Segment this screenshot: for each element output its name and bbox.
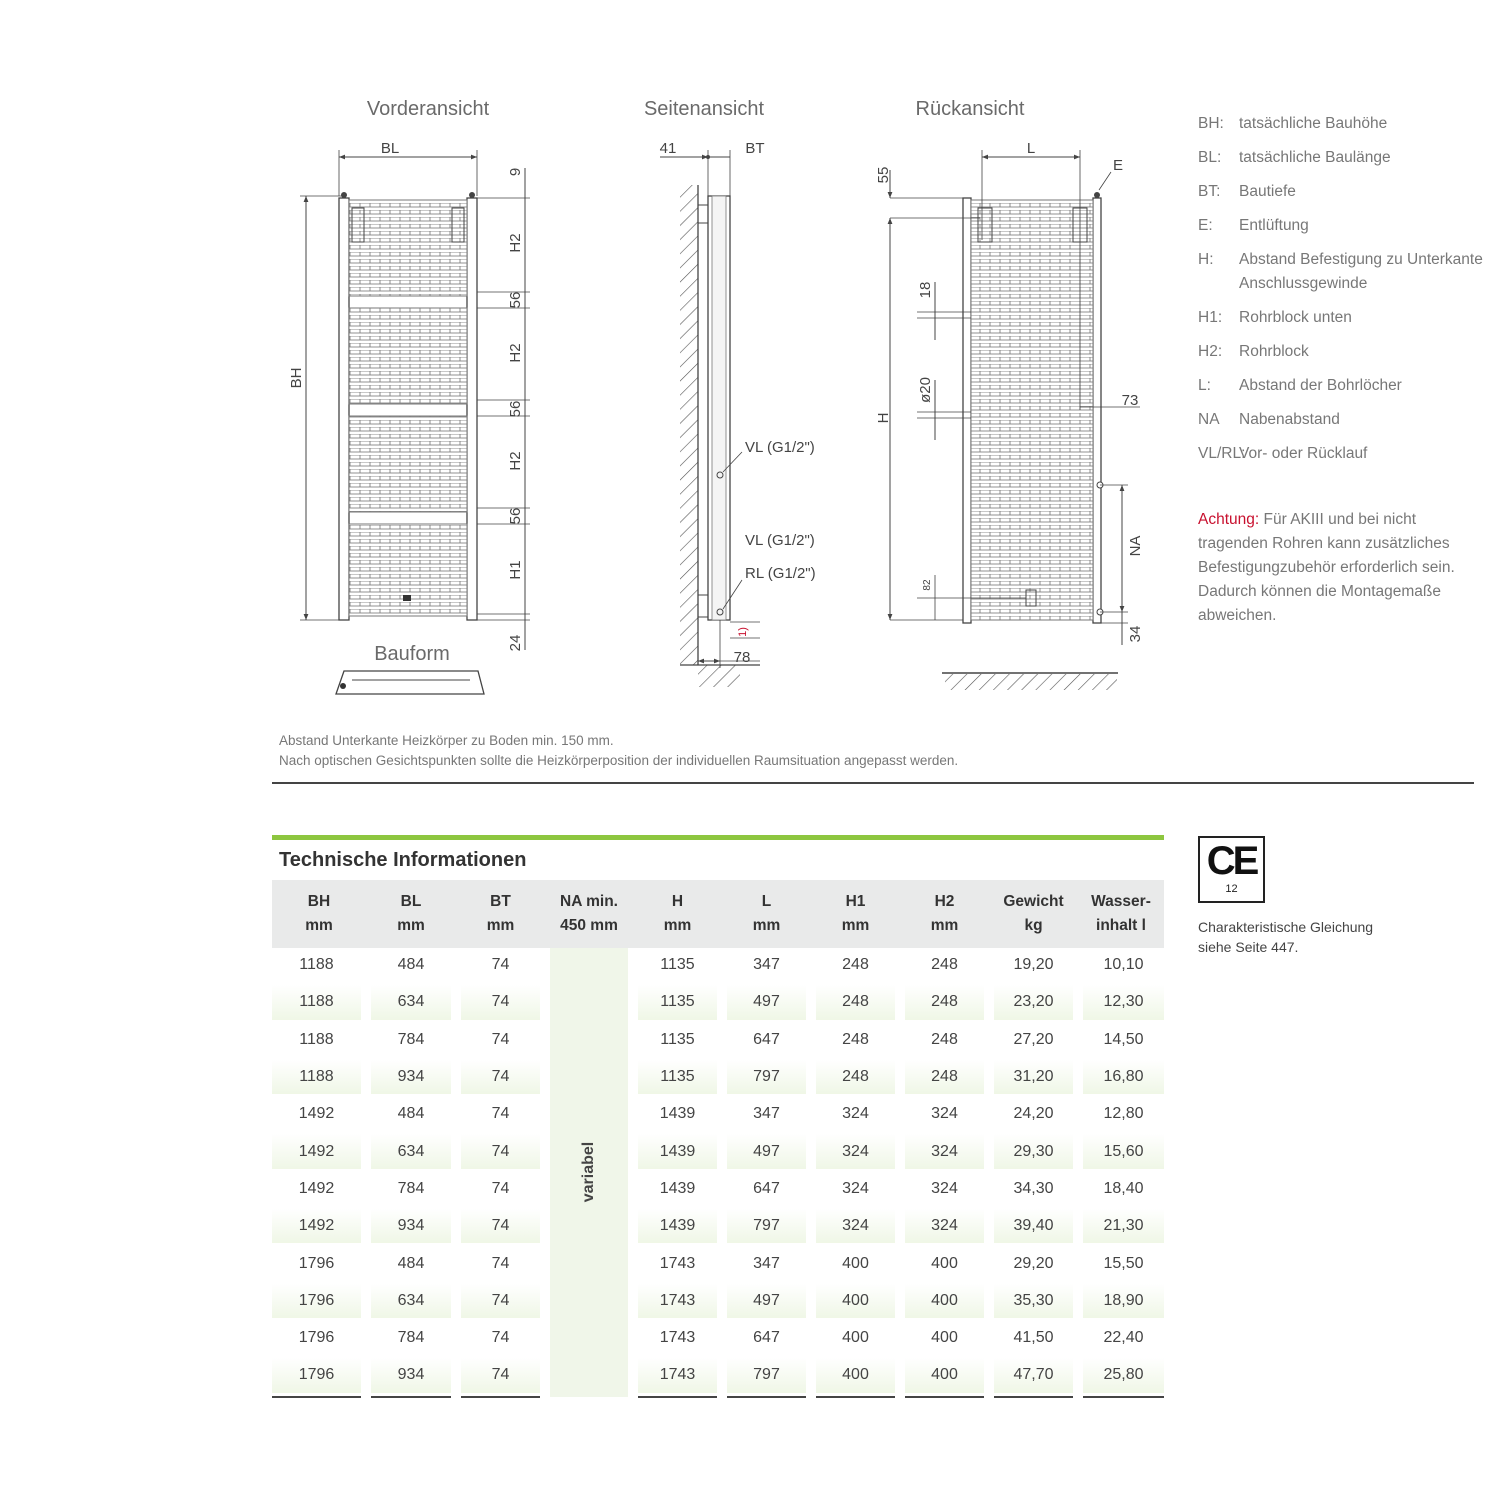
table-cell: 15,60 xyxy=(1078,1134,1164,1171)
column-header-line: mm xyxy=(930,917,959,934)
table-cell: 400 xyxy=(900,1358,989,1396)
legend-value: Rohrblock xyxy=(1239,343,1309,360)
legend-value: Rohrblock unten xyxy=(1239,309,1352,326)
dim-h-back: H xyxy=(875,412,892,424)
table-cell: 1796 xyxy=(272,1284,366,1321)
table-row xyxy=(272,1134,1164,1171)
table-cell: 1188 xyxy=(272,948,366,985)
dim-h2-1: H2 xyxy=(507,233,524,253)
column-header xyxy=(722,880,811,948)
table-cell: 21,30 xyxy=(1078,1209,1164,1246)
table-cell: 934 xyxy=(366,1358,456,1396)
table-cell: 324 xyxy=(811,1134,900,1171)
legend-key: BH: xyxy=(1198,115,1224,132)
column-header-line: BH xyxy=(307,893,331,910)
column-header-line: BL xyxy=(400,893,422,910)
legend-key: H: xyxy=(1198,251,1214,268)
table-cell: 16,80 xyxy=(1078,1060,1164,1097)
table-cell: 1188 xyxy=(272,985,366,1022)
column-header-line: mm xyxy=(486,917,515,934)
dim-78: 78 xyxy=(733,649,751,666)
table-cell: 14,50 xyxy=(1078,1023,1164,1060)
column-header-line: kg xyxy=(1024,917,1043,934)
warning-note xyxy=(1198,508,1488,628)
bauform-title: Bauform xyxy=(374,643,450,665)
dim-56-3: 56 xyxy=(507,507,524,525)
table-cell: 74 xyxy=(456,1023,545,1060)
label-vl-2: VL (G1/2") xyxy=(745,532,815,549)
table-cell: 934 xyxy=(366,1209,456,1246)
dim-55: 55 xyxy=(875,166,892,184)
label-vl-1: VL (G1/2") xyxy=(745,439,815,456)
legend-value: Abstand der Bohrlöcher xyxy=(1239,377,1402,394)
column-header xyxy=(900,880,989,948)
legend-value: Abstand Befestigung zu Unterkante Anschlussgewinde xyxy=(1239,251,1483,292)
table-cell: 784 xyxy=(366,1172,456,1209)
dim-56-1: 56 xyxy=(507,291,524,309)
table-cell: 248 xyxy=(900,1023,989,1060)
dimension-legend xyxy=(1198,112,1488,476)
dim-18: 18 xyxy=(917,281,934,299)
technical-info-table xyxy=(272,880,1164,1398)
table-cell: 248 xyxy=(900,1060,989,1097)
table-cell: 400 xyxy=(900,1246,989,1283)
table-cell: 1492 xyxy=(272,1097,366,1134)
ce-mark-box xyxy=(1198,836,1265,903)
table-cell: 248 xyxy=(811,985,900,1022)
table-cell: 74 xyxy=(456,1284,545,1321)
legend-value: Entlüftung xyxy=(1239,217,1309,234)
table-cell: 1743 xyxy=(633,1358,722,1396)
legend-row-e xyxy=(1198,214,1488,238)
table-cell: 1743 xyxy=(633,1284,722,1321)
dim-bh: BH xyxy=(288,367,305,389)
table-row xyxy=(272,1246,1164,1283)
table-row xyxy=(272,948,1164,985)
table-cell: 1439 xyxy=(633,1134,722,1171)
table-cell: 497 xyxy=(722,1284,811,1321)
table-row xyxy=(272,1023,1164,1060)
legend-row-h1 xyxy=(1198,306,1488,330)
table-cell: 12,30 xyxy=(1078,985,1164,1022)
dim-bl: BL xyxy=(380,140,400,157)
legend-row-bh xyxy=(1198,112,1488,136)
column-header-line: H1 xyxy=(845,893,866,910)
column-header-line: NA min. xyxy=(560,893,618,910)
table-row xyxy=(272,1097,1164,1134)
table-cell: 10,10 xyxy=(1078,948,1164,985)
table-cell: 400 xyxy=(900,1321,989,1358)
legend-key: BT: xyxy=(1198,183,1221,200)
table-cell: 1439 xyxy=(633,1209,722,1246)
table-cell: 74 xyxy=(456,1097,545,1134)
table-cell: 1492 xyxy=(272,1172,366,1209)
table-cell: 1492 xyxy=(272,1134,366,1171)
warning-label: Achtung: xyxy=(1198,511,1260,528)
table-cell: 15,50 xyxy=(1078,1246,1164,1283)
table-cell: 1439 xyxy=(633,1172,722,1209)
dim-9: 9 xyxy=(507,167,524,177)
legend-row-h2 xyxy=(1198,340,1488,364)
table-cell: 1743 xyxy=(633,1321,722,1358)
table-cell: 497 xyxy=(722,1134,811,1171)
ce-caption xyxy=(1198,917,1448,957)
technical-info-section xyxy=(272,835,1164,1398)
table-cell: 647 xyxy=(722,1172,811,1209)
table-cell: 797 xyxy=(722,1209,811,1246)
table-cell: 1492 xyxy=(272,1209,366,1246)
column-header-line: 450 mm xyxy=(560,917,618,934)
table-cell: 41,50 xyxy=(989,1321,1078,1358)
back-view xyxy=(875,98,1144,690)
table-cell: 74 xyxy=(456,1172,545,1209)
table-cell: 484 xyxy=(366,948,456,985)
dim-20: ø20 xyxy=(917,377,934,403)
table-cell: 324 xyxy=(900,1134,989,1171)
table-cell: 35,30 xyxy=(989,1284,1078,1321)
front-view xyxy=(288,98,530,694)
warning-text: Für AKIII und bei nicht tragenden Rohren kann zusätzliches Befestigungzubehör erforderlich sein. Dadurch können die Montagemaße abweichen. xyxy=(1198,511,1455,624)
table-cell: 248 xyxy=(900,985,989,1022)
table-cell: 34,30 xyxy=(989,1172,1078,1209)
dim-24: 24 xyxy=(507,634,524,652)
table-cell: 634 xyxy=(366,985,456,1022)
dim-41: 41 xyxy=(659,140,677,157)
table-cell: 1796 xyxy=(272,1321,366,1358)
side-view-title: Seitenansicht xyxy=(643,98,765,120)
legend-row-na xyxy=(1198,408,1488,432)
table-cell: 29,20 xyxy=(989,1246,1078,1283)
dim-h1: H1 xyxy=(507,560,524,580)
table-cell: 74 xyxy=(456,1358,545,1396)
table-cell: 347 xyxy=(722,1097,811,1134)
table-cell: 27,20 xyxy=(989,1023,1078,1060)
table-cell: 31,20 xyxy=(989,1060,1078,1097)
note-line-1: Abstand Unterkante Heizkörper zu Boden min. 150 mm. xyxy=(279,733,614,748)
table-cell: 74 xyxy=(456,985,545,1022)
table-cell: 12,80 xyxy=(1078,1097,1164,1134)
dim-h2-3: H2 xyxy=(507,451,524,471)
table-cell: 1796 xyxy=(272,1246,366,1283)
table-cell: 1135 xyxy=(633,985,722,1022)
ce-number: 12 xyxy=(1225,883,1238,895)
table-cell: 1188 xyxy=(272,1023,366,1060)
table-cell: 29,30 xyxy=(989,1134,1078,1171)
table-cell: 634 xyxy=(366,1134,456,1171)
column-header-line: Gewicht xyxy=(1003,893,1064,910)
legend-key: BL: xyxy=(1198,149,1222,166)
table-cell: 1743 xyxy=(633,1246,722,1283)
table-cell: 400 xyxy=(811,1246,900,1283)
table-cell: 19,20 xyxy=(989,948,1078,985)
legend-value: tatsächliche Baulänge xyxy=(1239,149,1391,166)
table-cell: 1796 xyxy=(272,1358,366,1396)
table-cell: 400 xyxy=(811,1321,900,1358)
installation-notes xyxy=(279,731,958,771)
column-header xyxy=(1078,880,1164,948)
table-cell: 74 xyxy=(456,948,545,985)
note-line-2: Nach optischen Gesichtspunkten sollte die Heizkörperposition der individuellen Raumsituation angepasst werden. xyxy=(279,753,959,768)
table-cell: 797 xyxy=(722,1358,811,1396)
column-header-line: mm xyxy=(663,917,692,934)
legend-key: VL/RL: xyxy=(1198,445,1246,462)
table-cell: 347 xyxy=(722,1246,811,1283)
table-cell: 497 xyxy=(722,985,811,1022)
column-header xyxy=(633,880,722,948)
legend-row-bl xyxy=(1198,146,1488,170)
table-cell: 1439 xyxy=(633,1097,722,1134)
dim-l: L xyxy=(1026,140,1036,157)
table-cell: 74 xyxy=(456,1321,545,1358)
table-cell: 324 xyxy=(900,1172,989,1209)
table-cell: 23,20 xyxy=(989,985,1078,1022)
column-header xyxy=(989,880,1078,948)
table-cell: 47,70 xyxy=(989,1358,1078,1396)
ce-caption-line-2: siehe Seite 447. xyxy=(1198,939,1299,955)
table-cell: 22,40 xyxy=(1078,1321,1164,1358)
table-row xyxy=(272,1209,1164,1246)
column-header-line: H xyxy=(671,893,684,910)
table-cell: 324 xyxy=(811,1172,900,1209)
table-cell: 934 xyxy=(366,1060,456,1097)
legend-key: E: xyxy=(1198,217,1213,234)
dim-bt: BT xyxy=(745,140,765,157)
table-cell: 647 xyxy=(722,1321,811,1358)
dim-e: E xyxy=(1112,157,1124,174)
column-header xyxy=(272,880,366,948)
column-header-line: mm xyxy=(841,917,870,934)
na-cell xyxy=(545,948,633,1397)
legend-value: Vor- oder Rücklauf xyxy=(1239,445,1368,462)
column-header-line: mm xyxy=(305,917,333,934)
dim-h2-2: H2 xyxy=(507,343,524,363)
dim-na: NA xyxy=(1127,535,1144,557)
column-header xyxy=(545,880,633,948)
table-cell: 24,20 xyxy=(989,1097,1078,1134)
table-row xyxy=(272,985,1164,1022)
table-row xyxy=(272,1172,1164,1209)
table-cell: 634 xyxy=(366,1284,456,1321)
table-cell: 484 xyxy=(366,1097,456,1134)
column-header xyxy=(456,880,545,948)
side-view xyxy=(644,98,816,687)
table-row xyxy=(272,1358,1164,1396)
table-cell: 324 xyxy=(811,1097,900,1134)
column-header-line: Wasser- xyxy=(1091,893,1151,910)
table-cell: 1188 xyxy=(272,1060,366,1097)
legend-row-l xyxy=(1198,374,1488,398)
column-header-line: mm xyxy=(752,917,781,934)
table-row xyxy=(272,1060,1164,1097)
table-cell: 784 xyxy=(366,1321,456,1358)
table-cell: 347 xyxy=(722,948,811,985)
table-cell: 248 xyxy=(811,1023,900,1060)
table-cell: 74 xyxy=(456,1060,545,1097)
column-header-line: mm xyxy=(397,917,425,934)
legend-key: L: xyxy=(1198,377,1211,394)
legend-value: Nabenabstand xyxy=(1239,411,1340,428)
column-header-line: inhalt l xyxy=(1096,917,1146,934)
table-cell: 74 xyxy=(456,1209,545,1246)
legend-key: H1: xyxy=(1198,309,1223,326)
note-1: 1) xyxy=(737,627,749,637)
table-cell: 1135 xyxy=(633,1060,722,1097)
column-header-line: BT xyxy=(490,893,511,910)
table-cell: 18,40 xyxy=(1078,1172,1164,1209)
column-header-line: H2 xyxy=(934,893,955,910)
table-row xyxy=(272,1321,1164,1358)
table-cell: 784 xyxy=(366,1023,456,1060)
legend-row-bt xyxy=(1198,180,1488,204)
table-cell: 248 xyxy=(811,948,900,985)
table-cell: 25,80 xyxy=(1078,1358,1164,1396)
dim-34: 34 xyxy=(1127,625,1144,643)
section-divider xyxy=(272,782,1474,784)
column-header-line: L xyxy=(761,893,772,910)
legend-key: NA xyxy=(1198,411,1220,428)
dim-56-2: 56 xyxy=(507,400,524,418)
table-cell: 324 xyxy=(900,1209,989,1246)
table-cell: 797 xyxy=(722,1060,811,1097)
legend-row-vlrl xyxy=(1198,442,1488,466)
table-body xyxy=(272,948,1164,1397)
label-rl: RL (G1/2") xyxy=(745,565,816,582)
table-cell: 18,90 xyxy=(1078,1284,1164,1321)
technical-info-title: Technische Informationen xyxy=(279,849,527,871)
table-cell: 400 xyxy=(811,1358,900,1396)
table-cell: 248 xyxy=(811,1060,900,1097)
table-cell: 324 xyxy=(811,1209,900,1246)
table-cell: 248 xyxy=(900,948,989,985)
table-cell: 400 xyxy=(900,1284,989,1321)
column-header xyxy=(811,880,900,948)
column-header xyxy=(366,880,456,948)
table-cell: 39,40 xyxy=(989,1209,1078,1246)
dim-73: 73 xyxy=(1121,392,1139,409)
table-cell: 324 xyxy=(900,1097,989,1134)
table-cell: 484 xyxy=(366,1246,456,1283)
table-cell: 1135 xyxy=(633,948,722,985)
table-row xyxy=(272,1284,1164,1321)
front-view-title: Vorderansicht xyxy=(366,98,490,120)
legend-value: tatsächliche Bauhöhe xyxy=(1239,115,1388,132)
legend-row-h xyxy=(1198,248,1488,296)
ce-mark: CE xyxy=(1206,839,1257,883)
table-cell: 74 xyxy=(456,1246,545,1283)
legend-value: Bautiefe xyxy=(1239,183,1296,200)
table-cell: 74 xyxy=(456,1134,545,1171)
table-cell: 1135 xyxy=(633,1023,722,1060)
legend-key: H2: xyxy=(1198,343,1223,360)
table-header xyxy=(272,880,1164,948)
table-cell: 400 xyxy=(811,1284,900,1321)
back-view-title: Rückansicht xyxy=(915,98,1025,120)
dim-82: 82 xyxy=(922,579,933,591)
table-cell: 647 xyxy=(722,1023,811,1060)
na-value: variabel xyxy=(579,1142,597,1203)
ce-caption-line-1: Charakteristische Gleichung xyxy=(1198,919,1374,935)
